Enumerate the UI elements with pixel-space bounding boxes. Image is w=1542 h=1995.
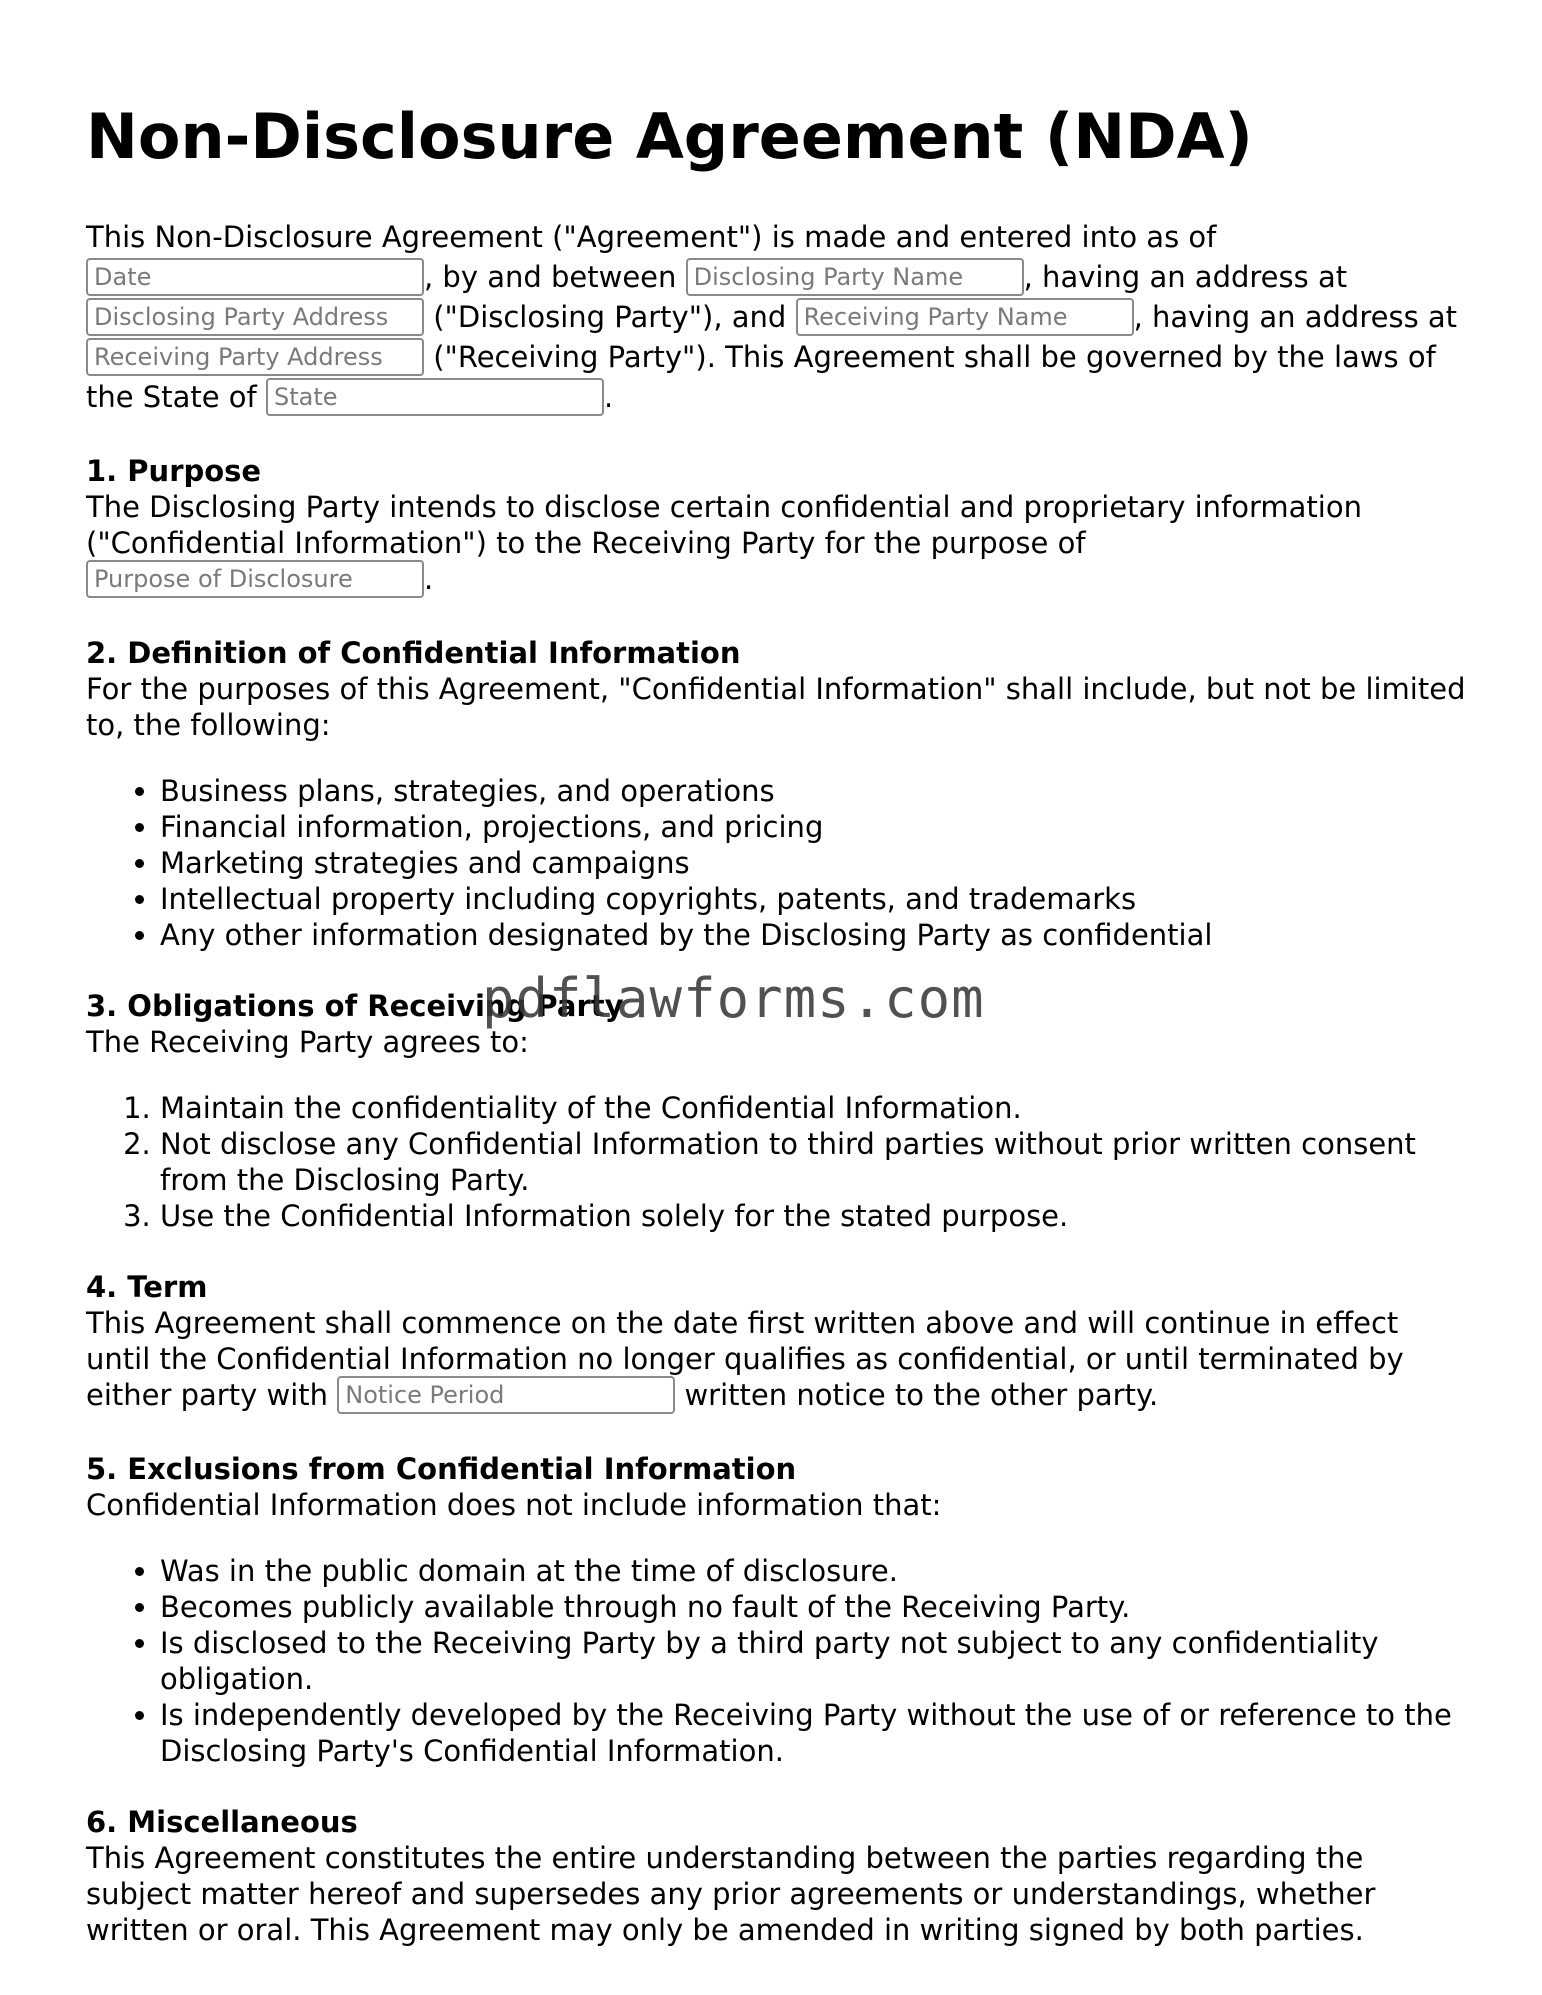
purpose-text-end: . xyxy=(424,561,434,596)
list-item: 3. Use the Confidential Information solely for the stated purpose. xyxy=(160,1198,1466,1234)
list-item: • Marketing strategies and campaigns xyxy=(160,845,1466,881)
section-text: The Receiving Party agrees to: xyxy=(86,1024,529,1059)
section-heading: 3. Obligations of Receiving Party xyxy=(86,988,624,1023)
section-purpose xyxy=(86,453,1466,600)
section-heading: 5. Exclusions from Confidential Information xyxy=(86,1451,797,1486)
section-heading: 4. Term xyxy=(86,1269,208,1304)
exclusions-list xyxy=(86,1553,1466,1769)
list-item: • Intellectual property including copyrights, patents, and trademarks xyxy=(160,881,1466,917)
list-item: • Was in the public domain at the time of disclosure. xyxy=(160,1553,1466,1589)
list-item: • Financial information, projections, and pricing xyxy=(160,809,1466,845)
section-term xyxy=(86,1269,1466,1416)
list-item: 2. Not disclose any Confidential Information to third parties without prior written consent from the Disclosing Party. xyxy=(160,1126,1466,1198)
section-heading: 2. Definition of Confidential Information xyxy=(86,635,741,670)
date-input[interactable] xyxy=(86,258,424,296)
section-text: For the purposes of this Agreement, "Confidential Information" shall include, but not be limited to, the following: xyxy=(86,671,1466,742)
list-item: • Is disclosed to the Receiving Party by a third party not subject to any confidentiality obligation. xyxy=(160,1625,1466,1697)
list-item: • Is independently developed by the Receiving Party without the use of or reference to the Disclosing Party's Confidential Information. xyxy=(160,1697,1466,1769)
intro-text-2: , by and between xyxy=(424,259,686,294)
list-item: 1. Maintain the confidentiality of the Confidential Information. xyxy=(160,1090,1466,1126)
section-definition xyxy=(86,635,1466,953)
intro-text-3: , having an address at xyxy=(1023,259,1348,294)
list-item: • Becomes publicly available through no fault of the Receiving Party. xyxy=(160,1589,1466,1625)
intro-text-5: , having an address at xyxy=(1133,299,1458,334)
section-heading: 1. Purpose xyxy=(86,453,262,488)
obligations-list xyxy=(86,1090,1466,1234)
watermark: pdflawforms.com xyxy=(482,967,985,1030)
disclosing-party-address-input[interactable] xyxy=(86,298,424,336)
section-miscellaneous xyxy=(86,1804,1466,1948)
notice-period-input[interactable] xyxy=(337,1376,675,1414)
section-heading: 6. Miscellaneous xyxy=(86,1804,358,1839)
receiving-party-name-input[interactable] xyxy=(796,298,1134,336)
intro-text-4: ("Disclosing Party"), and xyxy=(424,299,796,334)
receiving-party-address-input[interactable] xyxy=(86,338,424,376)
state-input[interactable] xyxy=(266,378,604,416)
list-item: • Business plans, strategies, and operations xyxy=(160,773,1466,809)
section-text: This Agreement constitutes the entire understanding between the parties regarding the subject matter hereof and supersedes any prior agreements or understandings, whether written or oral. This Agreement may only be amended in writing signed by both parties. xyxy=(86,1840,1376,1947)
purpose-of-disclosure-input[interactable] xyxy=(86,560,424,598)
list-item: • Any other information designated by the Disclosing Party as confidential xyxy=(160,917,1466,953)
intro-text-1: This Non-Disclosure Agreement ("Agreement") is made and entered into as of xyxy=(86,220,1217,255)
section-text xyxy=(86,1305,1466,1416)
intro-text-6: ("Receiving Party"). This Agreement shall be governed by the laws of the State of xyxy=(86,339,1436,414)
section-text: Confidential Information does not include information that: xyxy=(86,1487,942,1522)
section-exclusions xyxy=(86,1451,1466,1769)
term-text-end: written notice to the other party. xyxy=(675,1377,1159,1412)
disclosing-party-name-input[interactable] xyxy=(686,258,1024,296)
purpose-text: The Disclosing Party intends to disclose certain confidential and proprietary information ("Confidential Information") to the Receiving Party for the purpose of xyxy=(86,489,1362,560)
intro-text-7: . xyxy=(603,379,614,414)
intro-paragraph xyxy=(86,218,1466,418)
term-text: This Agreement shall commence on the date first written above and will continue in effect until the Confidential Information no longer qualifies as confidential, or until terminated by either party with xyxy=(86,1305,1404,1412)
page-title: Non-Disclosure Agreement (NDA) xyxy=(86,100,1253,173)
definition-list xyxy=(86,773,1466,953)
section-text xyxy=(86,489,1466,600)
